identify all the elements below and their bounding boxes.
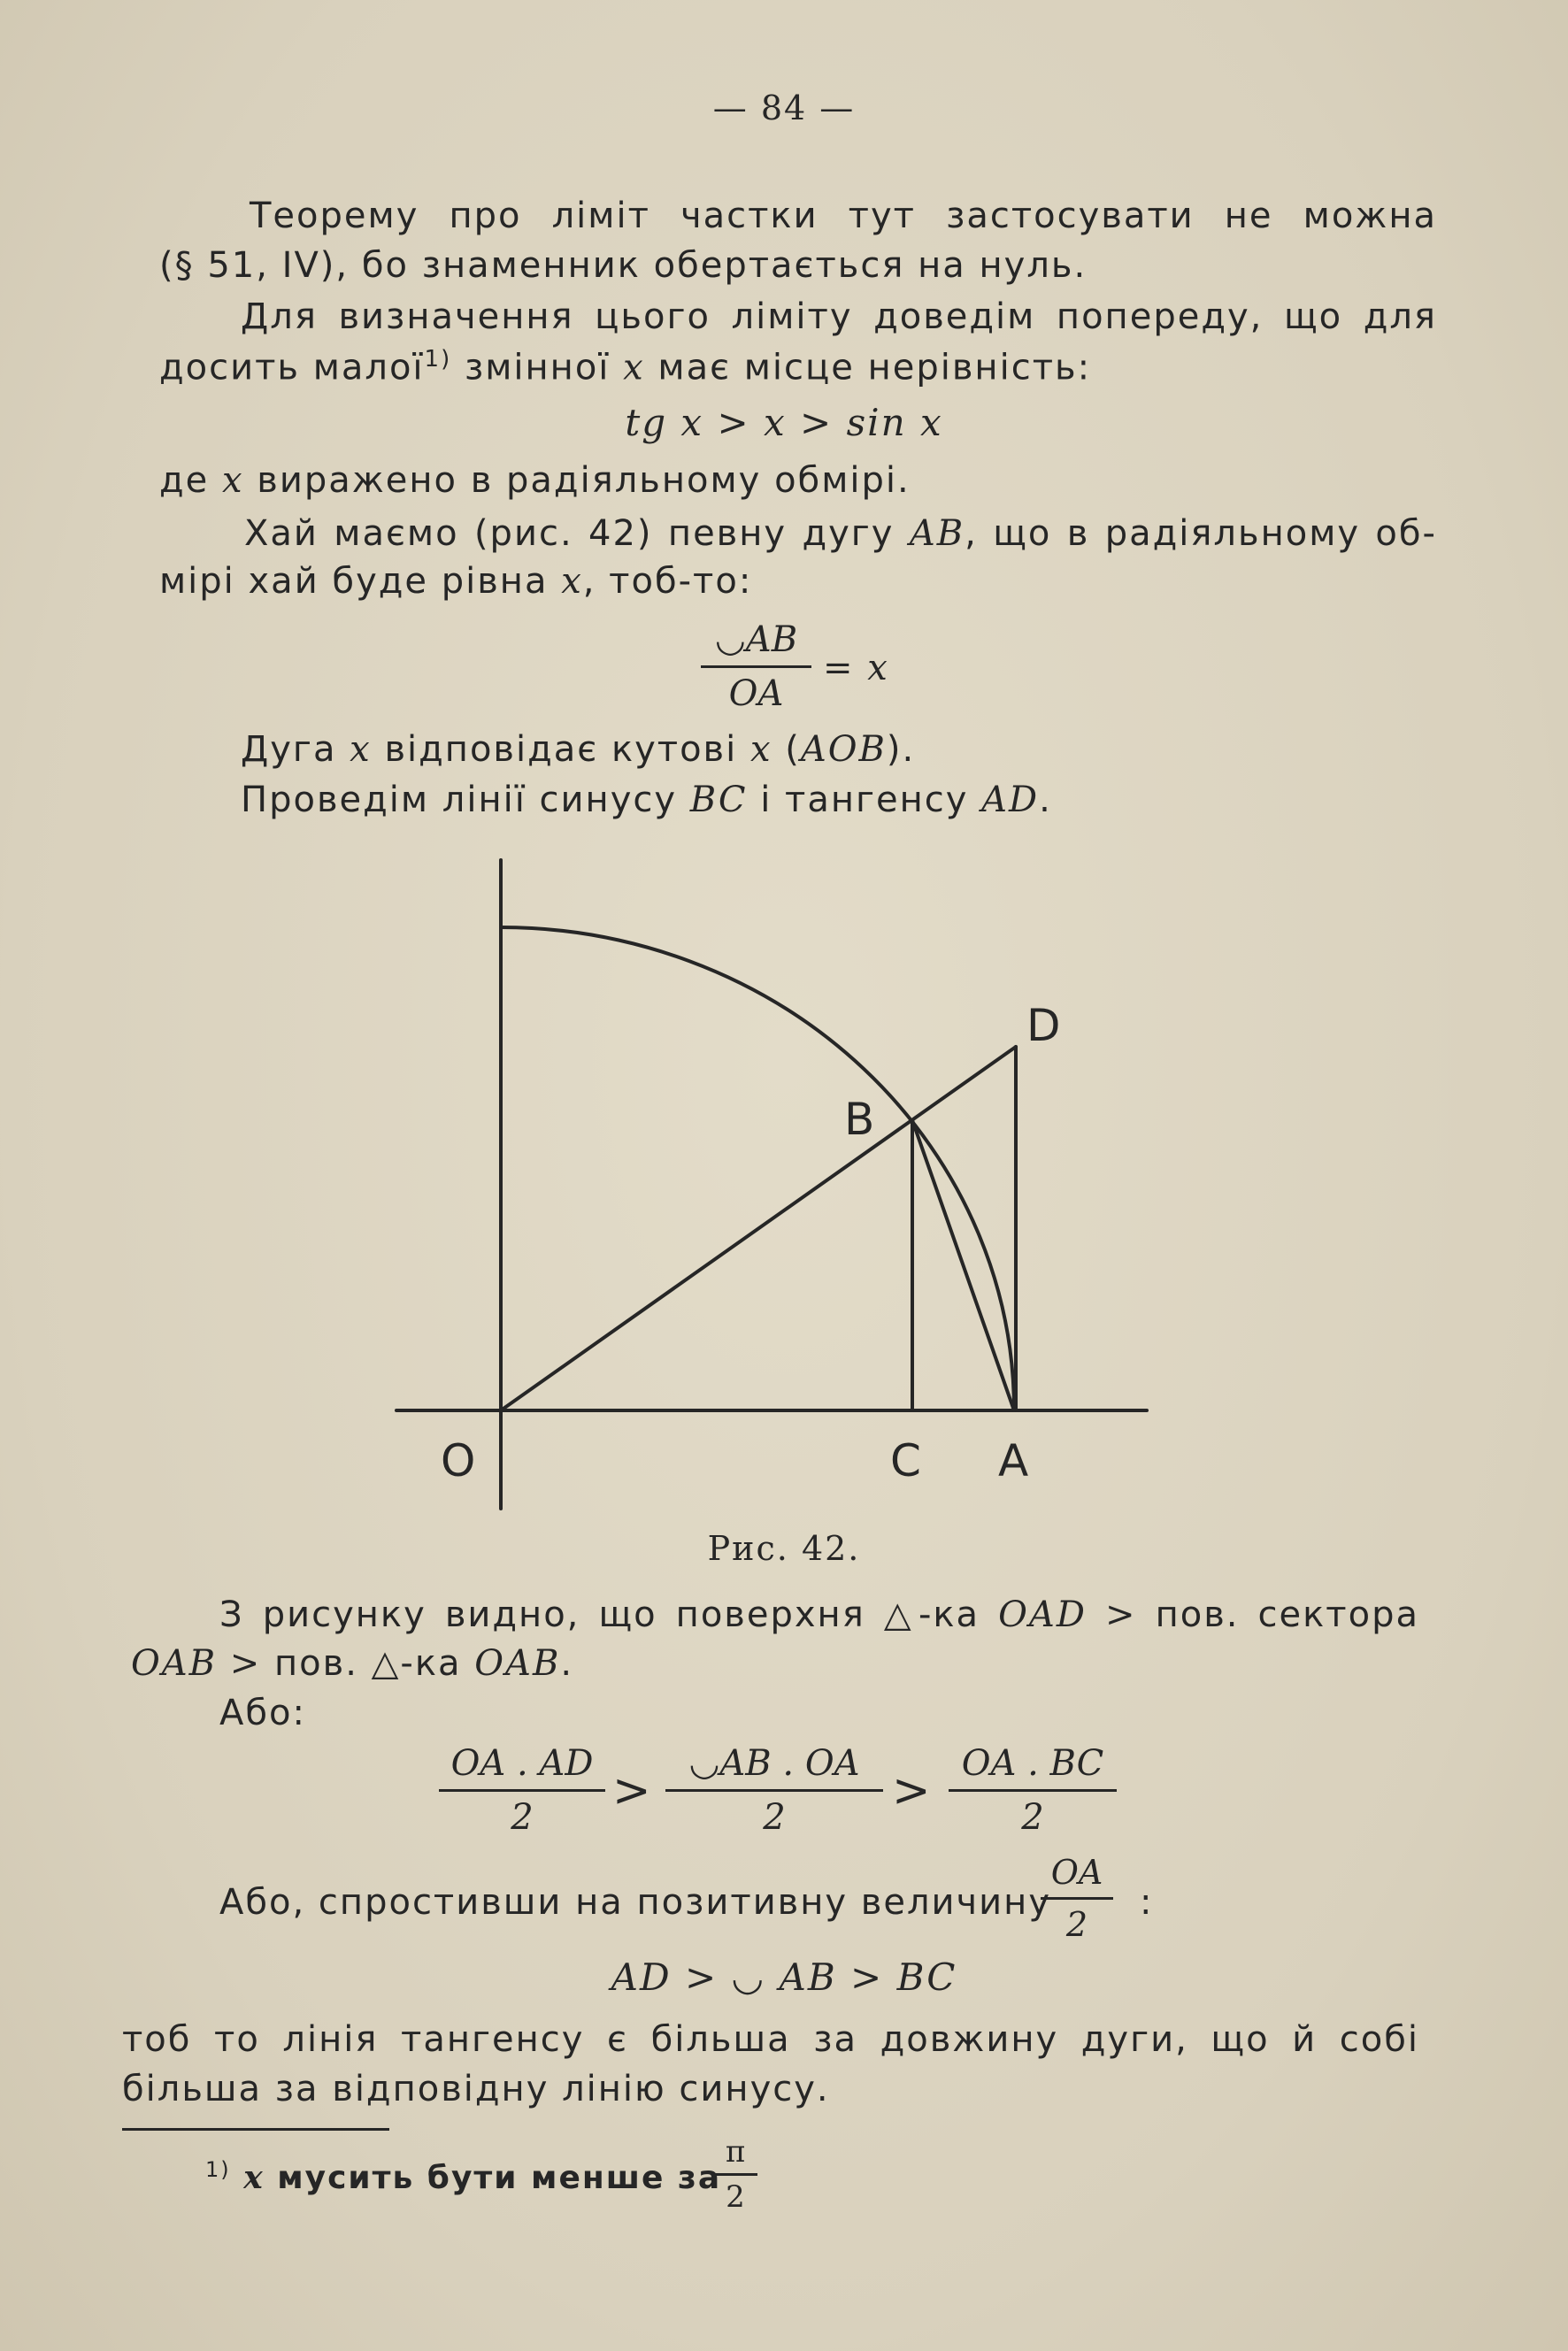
paragraph-4-line-2: мірі хай буде рівна x, тоб-то: bbox=[159, 561, 753, 602]
label-C: C bbox=[890, 1435, 921, 1487]
abo-label: Або: bbox=[219, 1693, 306, 1733]
paragraph-2-line-1: Для визначення цього ліміту доведім попереду, що для bbox=[241, 296, 1437, 337]
line-OD bbox=[501, 1047, 1016, 1410]
chord-AB bbox=[912, 1120, 1014, 1410]
paragraph-3: де x виражено в радіяльному обмірі. bbox=[159, 460, 911, 501]
footnote-rule bbox=[122, 2128, 389, 2131]
equation-rhs: = x bbox=[823, 648, 889, 688]
label-A: A bbox=[998, 1435, 1029, 1487]
inequality-tg-x-sin: tg x > x > sin x bbox=[625, 401, 943, 444]
paragraph-9-line-1: тоб то лінія тангенсу є більша за довжину дуги, що й собі bbox=[122, 2019, 1419, 2060]
paragraph-1-line-1: Теорему про ліміт частки тут застосувати не можна bbox=[250, 196, 1437, 236]
arc-quarter-circle bbox=[501, 927, 1014, 1410]
paragraph-8: Або, спростивши на позитивну величину bbox=[219, 1882, 1051, 1923]
label-D: D bbox=[1026, 1000, 1061, 1051]
paragraph-4-line-1: Хай маємо (рис. 42) певну дугу AB, що в радіяльному об- bbox=[244, 513, 1437, 554]
inequality-ad-ab-bc: AD > ◡ AB > BC bbox=[611, 1955, 957, 1999]
fraction-oa-ad: $\frac{OA . AD}{2}$ bbox=[439, 1743, 605, 1838]
label-O: O bbox=[441, 1435, 476, 1487]
paragraph-9-line-2: більша за відповідну лінію синусу. bbox=[122, 2069, 830, 2109]
greater-than-1: > bbox=[612, 1764, 653, 1817]
fraction-oa-2: $\frac{OA}{2}$ bbox=[1041, 1853, 1113, 1944]
paragraph-8-colon: : bbox=[1140, 1882, 1154, 1923]
footnote-ref: 1) bbox=[424, 346, 452, 373]
footnote: $^{1)}$ x мусить бути менше за bbox=[205, 2157, 722, 2196]
footnote-fraction-pi-2: $\frac{\pi}{2}$ bbox=[713, 2134, 757, 2215]
paragraph-7-line-2: OAB > пов. △-ка OAB. bbox=[131, 1643, 574, 1684]
paragraph-7-line-1: З рисунку видно, що поверхня △-ка OAD > пов. сектора bbox=[219, 1594, 1419, 1635]
paragraph-6: Проведім лінії синусу BC і тангенсу AD. bbox=[241, 780, 1052, 820]
label-B: B bbox=[844, 1094, 875, 1145]
paragraph-1-line-2: (§ 51, IV), бо знаменник обертається на нуль. bbox=[159, 245, 1088, 286]
fraction-arc-ab-oa: $\frac{◡AB . OA}{2}$ bbox=[665, 1743, 883, 1838]
fraction-oa-bc: $\frac{OA . BC}{2}$ bbox=[949, 1743, 1117, 1838]
variable-x: x bbox=[623, 347, 645, 388]
paragraph-2-line-2: досить малої$^{1)}$ змінної x має місце нерівність: bbox=[159, 346, 1092, 388]
paragraph-5: Дуга x відповідає кутові x (AOB). bbox=[241, 729, 916, 770]
equation-arc-fraction: $\frac{◡AB}{OA}$ bbox=[701, 619, 811, 714]
figure-caption: Рис. 42. bbox=[707, 1529, 861, 1568]
page-number: — 84 — bbox=[712, 88, 856, 127]
greater-than-2: > bbox=[892, 1764, 933, 1817]
